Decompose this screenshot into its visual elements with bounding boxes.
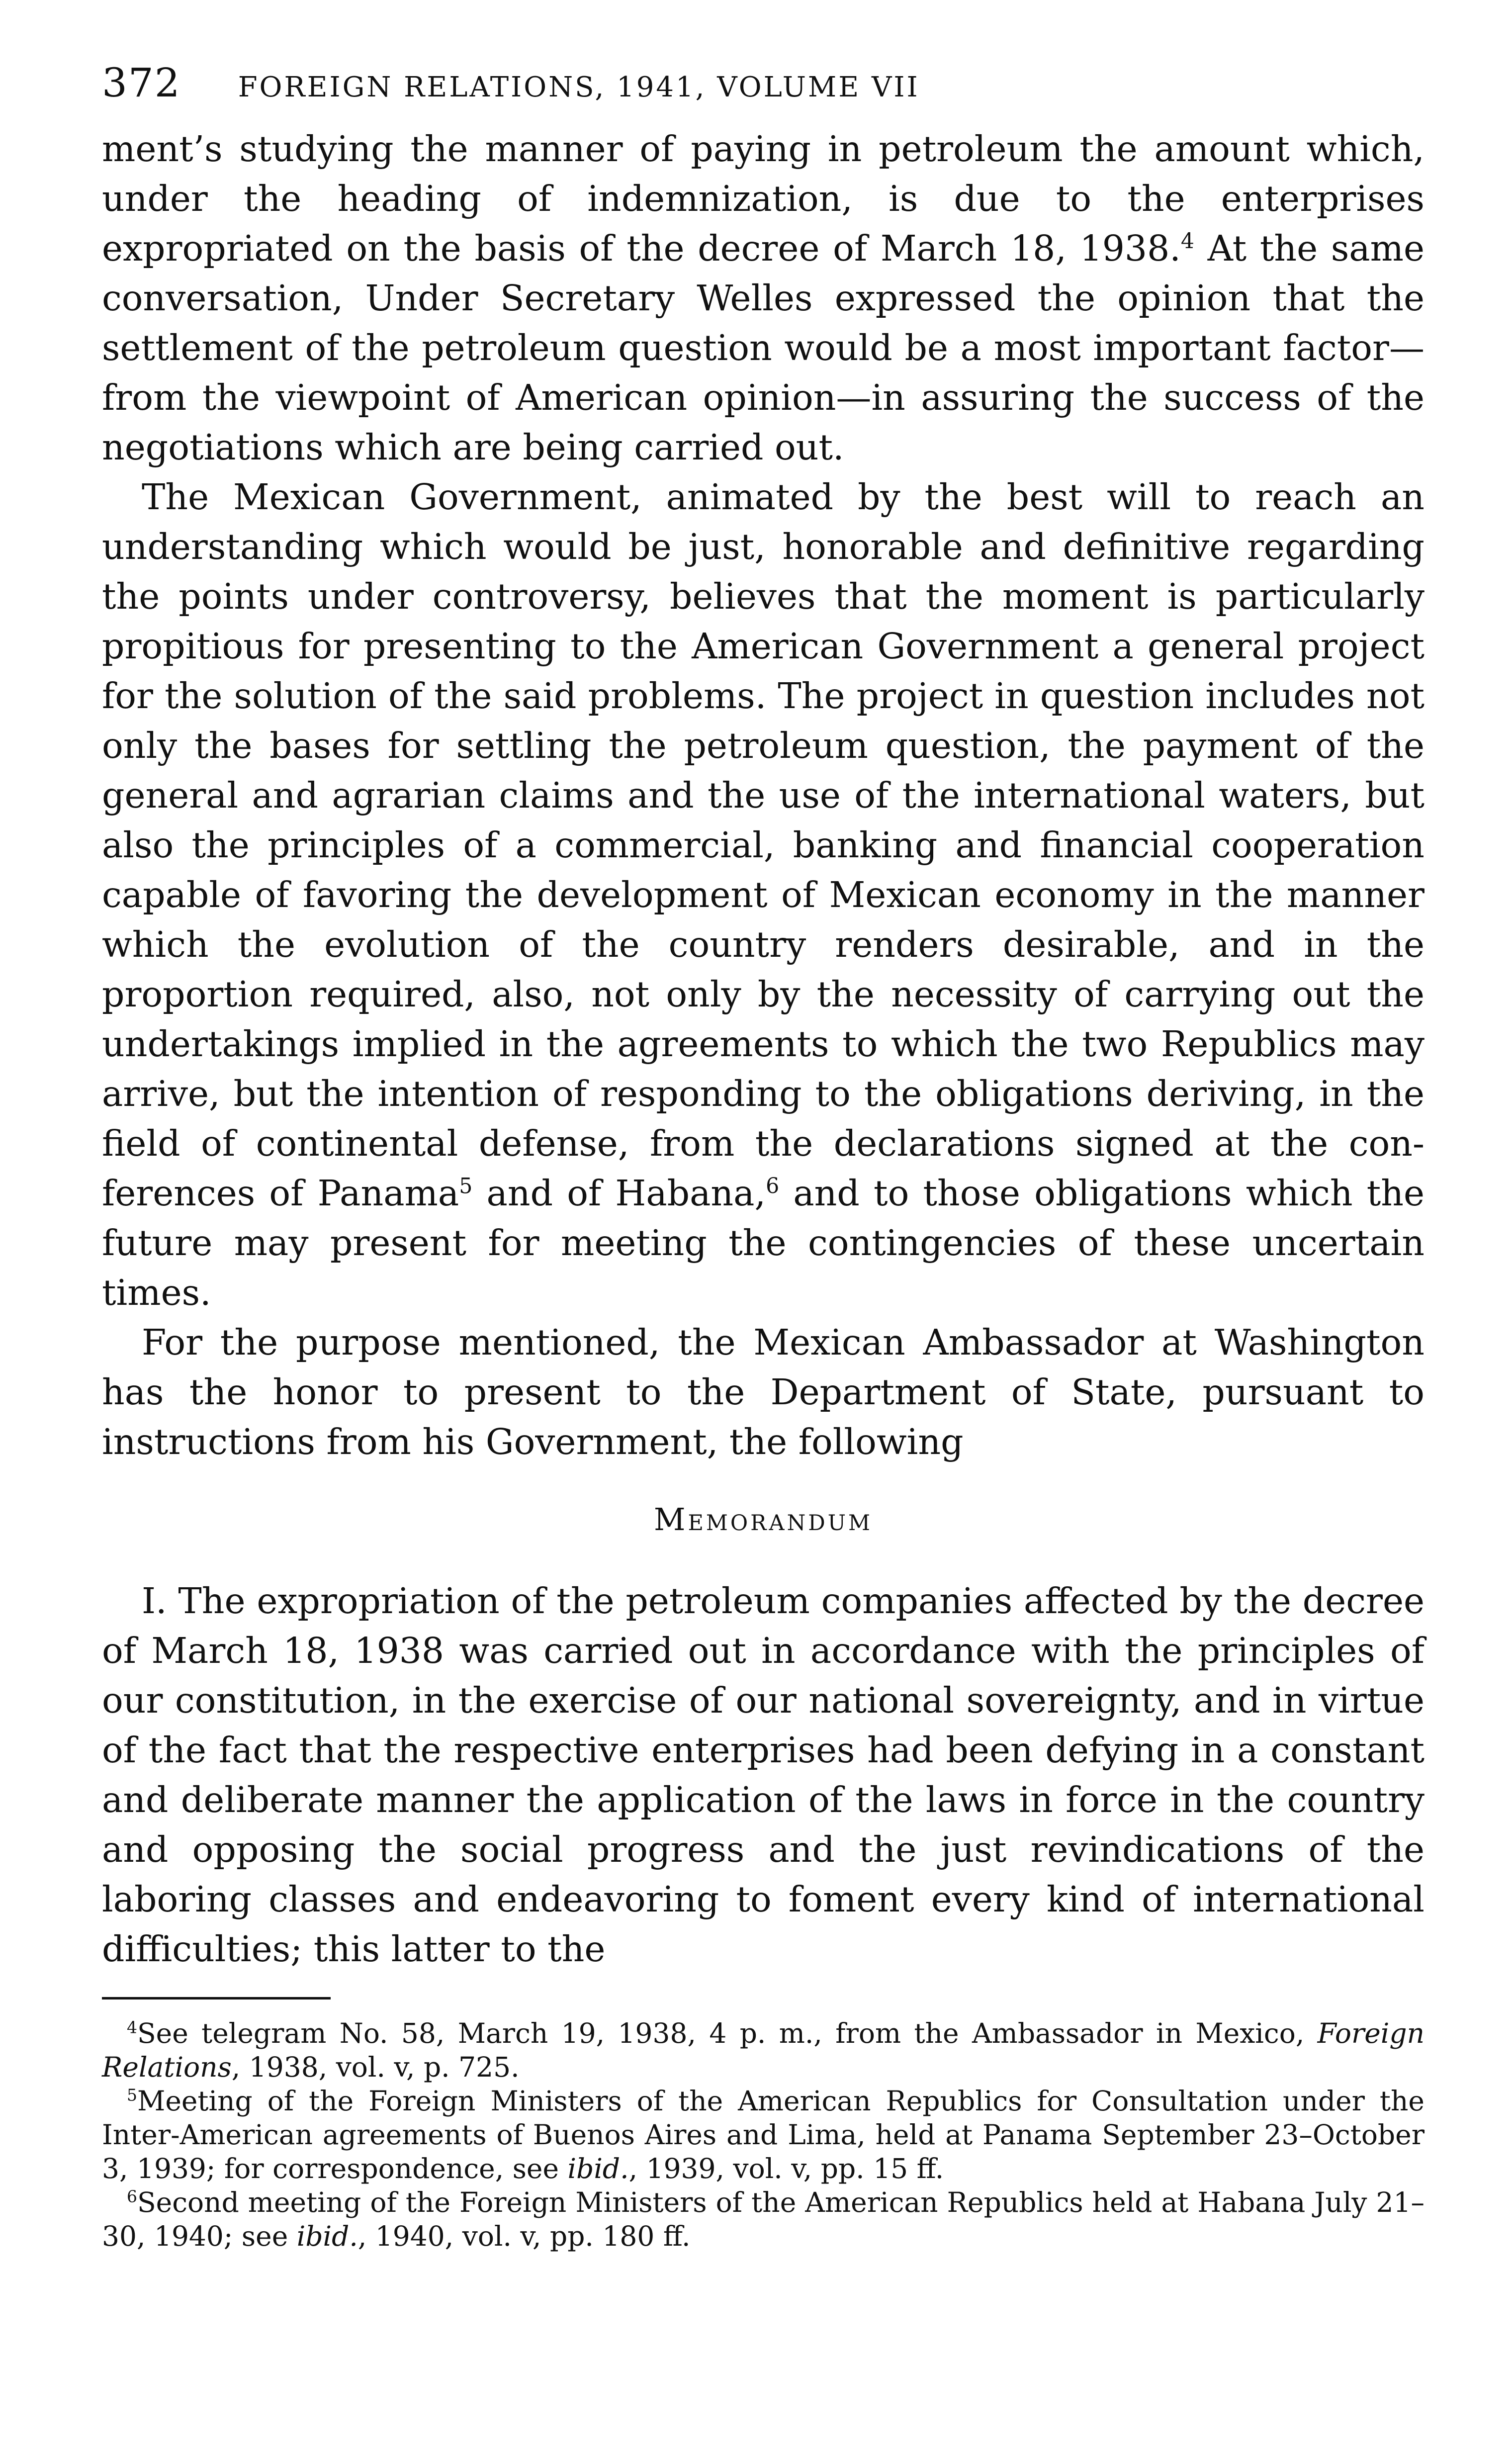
paragraph-text: At the same conversation, Under Secretary Welles expressed the opinion that the settlement of the petroleum question would be a most important factor—from the viewpoint of American opinion—in assuring the success of the negotiations which are being carried out. [102,228,1424,468]
footnote-italic: Foreign Relations [102,2017,1424,2083]
body-text [102,124,1424,1974]
footnote-text: , 1940, vol. v, pp. 180 ff. [357,2220,691,2252]
footnotes [102,2016,1424,2253]
paragraph-text: The Mexican Government, animated by the best will to reach an understanding which would be just, honorable and definitive regarding the points under controversy, believes that the moment is particularly propitious for presenting to the American Government a general project for the solution of the said problems. The project in question includes not only the bases for settling the petroleum question, the payment of the general and agrarian claims and the use of the international waters, but also the principles of a commercial, banking and financial cooperation capable of favoring the development of Mexican economy in the manner which the evolution of the country renders desirable, and in the proportion required, also, not only by the necessity of carrying out the undertakings implied in the agreements to which the two Republics may arrive, but the intention of responding to the obligations deriving, in the field of continental defense, from the declarations signed at the conferences of Panama [102,476,1424,1214]
paragraph-4: I. The expropriation of the petroleum companies affected by the decree of March 18, 1938 was carried out in accordance with the principles of our constitution, in the exercise of our national sovereignty, and in virtue of the fact that the respective enterprises had been defying in a constant and deliberate manner the application of the laws in force in the country and opposing the social progress and the just revindications of the laboring classes and endeavoring to foment every kind of international difficulties; this latter to the [102,1580,1424,1970]
footnote-mark: 4 [127,2017,137,2037]
running-header [102,60,1424,124]
footnote-ref-4: 4 [1180,229,1194,254]
footnote-ref-5: 5 [459,1174,473,1199]
page-number: 372 [102,60,181,106]
document-page [102,60,1424,2397]
paragraph-1 [102,124,1424,472]
footnote-mark: 6 [127,2186,137,2206]
footnote-text: Meeting of the Foreign Ministers of the American Republics for Consultation under the Inter-American agreements of Buenos Aires and Lima, held at Panama September 23–October 3, 1939; for correspondence, see [102,2085,1424,2184]
paragraph-text: and of Habana, [472,1173,766,1214]
footnote-italic: ibid. [296,2220,358,2252]
running-title: FOREIGN RELATIONS, 1941, VOLUME VII [238,71,920,103]
footnote-6 [102,2185,1424,2253]
footnote-text: See telegram No. 58, March 19, 1938, 4 p. m., from the Ambassador in Mexico, [137,2017,1318,2049]
footnote-text: , 1939, vol. v, pp. 15 ff. [628,2153,944,2184]
footnote-mark: 5 [127,2085,137,2105]
paragraph-2 [102,472,1424,1318]
footnote-divider [102,1997,331,2000]
memorandum-heading: Memorandum [654,1501,873,1538]
footnote-4 [102,2016,1424,2084]
footnote-italic: ibid. [567,2153,629,2184]
footnote-5 [102,2084,1424,2185]
paragraph-text: ment’s studying the manner of paying in petroleum the amount which, under the heading of indemnization, is due to the enterprises expropriated on the basis of the decree of March 18, 1938. [102,128,1424,269]
paragraph-text: and to those obligations which the future may present for meeting the contingencies of these uncertain times. [102,1173,1425,1313]
footnote-text: Second meeting of the Foreign Ministers of the American Republics held at Habana July 21–30, 1940; see [102,2186,1424,2252]
footnote-ref-6: 6 [766,1174,780,1199]
paragraph-3: For the purpose mentioned, the Mexican Ambassador at Washington has the honor to present to the Department of State, pursuant to instructions from his Government, the following [102,1322,1424,1462]
footnote-text: , 1938, vol. v, p. 725. [231,2051,520,2083]
